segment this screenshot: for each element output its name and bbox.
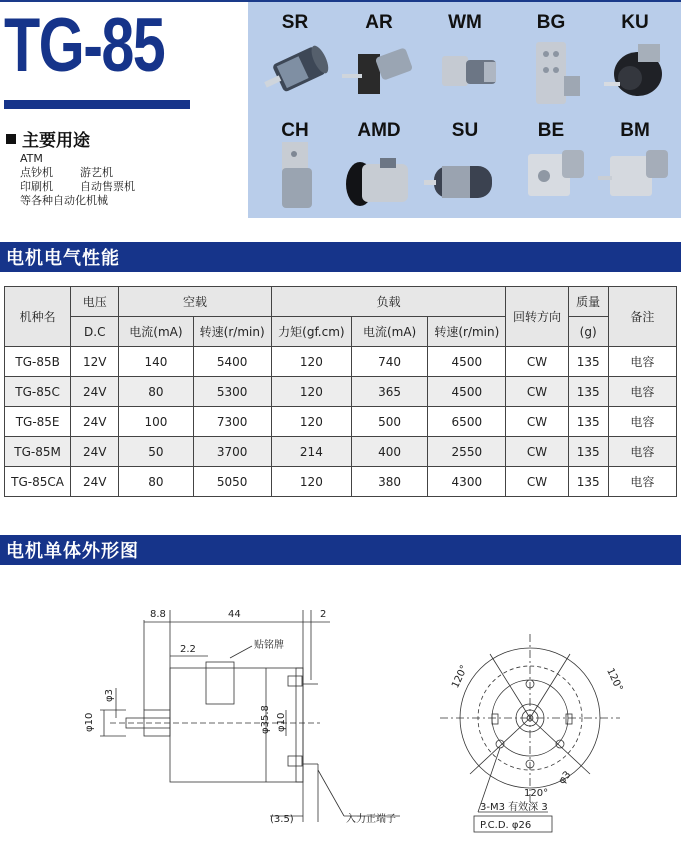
variant-ku: KU: [592, 2, 678, 107]
dim-3-5: (3.5): [270, 814, 294, 825]
header-no-load-speed: 转速(r/min): [193, 317, 271, 347]
header-load-current: 电流(mA): [352, 317, 428, 347]
variant-amd: AMD: [336, 110, 422, 215]
header-model: 机种名: [5, 287, 71, 347]
header-mass: 质量: [568, 287, 608, 317]
variant-bm: BM: [592, 110, 678, 215]
section-title-outline: 电机单体外形图: [6, 541, 139, 562]
section-title-electrical: 电机电气性能: [6, 248, 120, 269]
angle-left: 120°: [450, 663, 471, 691]
dim-phi3: φ3: [104, 689, 115, 702]
header-voltage: 电压: [71, 287, 119, 317]
variant-sr: SR: [252, 2, 338, 107]
label-terminal: 入力正端子: [346, 814, 396, 825]
dim-8-8: 8.8: [150, 609, 166, 620]
uses-list: [20, 152, 135, 208]
model-title: TG-85: [4, 3, 165, 88]
header-load: 负载: [271, 287, 506, 317]
table-row: TG-85CA 24V 80 5050 120 380 4300 CW 135 电容: [5, 467, 677, 497]
header-load-speed: 转速(r/min): [428, 317, 506, 347]
header-torque: 力矩(gf.cm): [271, 317, 351, 347]
front-view: [440, 634, 624, 832]
title-box: [0, 0, 248, 218]
divider: [0, 270, 681, 272]
header-rotation: 回转方向: [506, 287, 568, 347]
angle-bottom: 120°: [524, 788, 549, 799]
spec-table: [4, 286, 677, 497]
dim-phi35-8: φ35.8: [260, 705, 271, 734]
front-phi3: φ3: [556, 769, 574, 787]
use-item: ATM: [20, 152, 43, 165]
variant-photo-panel: [248, 0, 681, 218]
side-view: [84, 609, 400, 825]
label-nameplate: 贴铭牌: [254, 640, 284, 651]
header-area: [0, 0, 681, 218]
variant-ch: CH: [252, 110, 338, 215]
use-item: 游艺机: [80, 166, 113, 179]
dim-2: 2: [320, 609, 327, 620]
header-no-load-current: 电流(mA): [119, 317, 193, 347]
header-note: 备注: [608, 287, 676, 347]
variant-ar: AR: [336, 2, 422, 107]
dim-2-2: 2.2: [180, 644, 196, 655]
table-row: TG-85C 24V 80 5300 120 365 4500 CW 135 电容: [5, 377, 677, 407]
use-item: 点钞机: [20, 166, 53, 179]
table-row: TG-85B 12V 140 5400 120 740 4500 CW 135 电容: [5, 347, 677, 377]
use-item: 等各种自动化机械: [20, 194, 108, 207]
label-pcd: P.C.D. φ26: [480, 820, 532, 831]
use-item: 自动售票机: [80, 180, 135, 193]
angle-right: 120°: [604, 666, 625, 694]
dim-44: 44: [228, 609, 241, 620]
uses-heading: 主要用途: [6, 126, 90, 151]
dim-phi10-left: φ10: [84, 712, 95, 732]
section-bar-outline: [0, 535, 681, 563]
square-bullet-icon: [6, 134, 16, 144]
use-item: 印刷机: [20, 180, 53, 193]
variant-wm: WM: [422, 2, 508, 107]
table-row: TG-85E 24V 100 7300 120 500 6500 CW 135 电容: [5, 407, 677, 437]
outline-drawing: [0, 560, 681, 843]
variant-su: SU: [422, 110, 508, 215]
section-bar-electrical: [0, 242, 681, 270]
title-underline: [4, 100, 190, 109]
dim-phi10-right: φ10: [276, 712, 287, 732]
label-m3: 3-M3 有效深 3: [480, 802, 548, 813]
table-row: TG-85M 24V 50 3700 214 400 2550 CW 135 电容: [5, 437, 677, 467]
header-no-load: 空载: [119, 287, 271, 317]
header-mass-unit: (g): [568, 317, 608, 347]
variant-be: BE: [508, 110, 594, 215]
variant-bg: BG: [508, 2, 594, 107]
header-voltage-unit: D.C: [71, 317, 119, 347]
